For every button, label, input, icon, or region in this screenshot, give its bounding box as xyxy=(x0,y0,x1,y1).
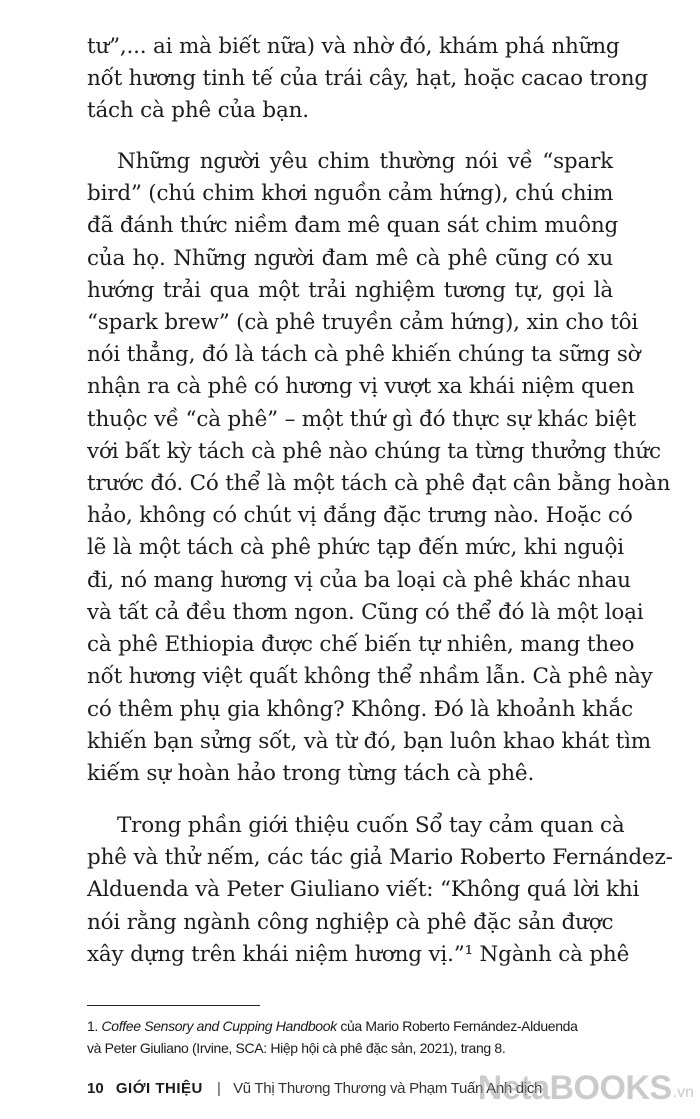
paragraph1-line: tư”,... ai mà biết nữa) và nhờ đó, khám phá những xyxy=(87,34,620,59)
paragraph2-line: cà phê Ethiopia được chế biến tự nhiên, mang theo xyxy=(87,632,635,657)
footnote-book-title: Coffee Sensory and Cupping Handbook xyxy=(101,1018,337,1034)
watermark-text: NetaBOOKS xyxy=(477,1069,672,1107)
paragraph3-line: Trong phần giới thiệu cuốn Sổ tay cảm quan cà xyxy=(117,813,625,838)
page-number: 10 xyxy=(87,1080,104,1097)
footer-separator: | xyxy=(217,1080,221,1097)
paragraph3-line: xây dựng trên khái niệm hương vị.”¹ Ngành cà phê xyxy=(87,942,630,967)
paragraph2-line: nói thẳng, đó là tách cà phê khiến chúng ta sững sờ xyxy=(87,342,641,367)
paragraph2-line: lẽ là một tách cà phê phức tạp đến mức, khi nguội xyxy=(87,535,624,560)
paragraph2-line: của họ. Những người đam mê cà phê cũng có xu xyxy=(87,246,613,271)
footnote-line-2: và Peter Giuliano (Irvine, SCA: Hiệp hội cà phê đặc sản, 2021), trang 8. xyxy=(87,1040,506,1056)
paragraph2-line: hướng trải qua một trải nghiệm tương tự, gọi là xyxy=(87,278,613,303)
paragraph2-line: đi, nó mang hương vị của ba loại cà phê khác nhau xyxy=(87,568,631,593)
paragraph2-line: “spark brew” (cà phê truyền cảm hứng), xin cho tôi xyxy=(87,310,639,335)
paragraph2-line: trước đó. Có thể là một tách cà phê đạt cân bằng hoàn xyxy=(87,471,671,496)
paragraph2-line: bird” (chú chim khơi nguồn cảm hứng), chú chim xyxy=(87,181,614,206)
paragraph1-line: tách cà phê của bạn. xyxy=(87,98,309,123)
paragraph3-line: Alduenda và Peter Giuliano viết: “Không quá lời khi xyxy=(87,877,640,902)
paragraph2-line: có thêm phụ gia không? Không. Đó là khoảnh khắc xyxy=(87,697,633,722)
paragraph2-line: kiếm sự hoàn hảo trong từng tách cà phê. xyxy=(87,761,535,786)
running-footer xyxy=(87,1077,542,1101)
watermark-tld: .vn xyxy=(672,1084,694,1101)
paragraph2-line: nhận ra cà phê có hương vị vượt xa khái niệm quen xyxy=(87,374,635,399)
footnote-text: của Mario Roberto Fernández-Alduenda xyxy=(336,1018,578,1034)
paragraph2-line: và tất cả đều thơm ngon. Cũng có thể đó là một loại xyxy=(87,600,644,625)
footnote-line-1 xyxy=(87,1016,613,1036)
paragraph2-line: đã đánh thức niềm đam mê quan sát chim muông xyxy=(87,213,619,238)
paragraph2-line: với bất kỳ tách cà phê nào chúng ta từng thưởng thức xyxy=(87,439,661,464)
paragraph1-line: nốt hương tinh tế của trái cây, hạt, hoặc cacao trong xyxy=(87,66,648,91)
footnote-number: 1. xyxy=(87,1018,98,1034)
paragraph3-line: phê và thử nếm, các tác giả Mario Roberto Fernández- xyxy=(87,845,673,870)
paragraph2-line: nốt hương việt quất không thể nhầm lẫn. Cà phê này xyxy=(87,664,653,689)
paragraph2-line: khiến bạn sửng sốt, và từ đó, bạn luôn khao khát tìm xyxy=(87,729,651,754)
paragraph2-line: hảo, không có chút vị đắng đặc trưng nào. Hoặc có xyxy=(87,503,633,528)
paragraph3-line: nói rằng ngành công nghiệp cà phê đặc sản được xyxy=(87,910,614,935)
translators-credit: Vũ Thị Thương Thương và Phạm Tuấn Anh dịch xyxy=(233,1080,543,1097)
footnote-divider xyxy=(87,1005,260,1006)
paragraph2-line: Những người yêu chim thường nói về “spark xyxy=(117,149,613,174)
watermark-logo xyxy=(478,1068,694,1108)
section-title: GIỚI THIỆU xyxy=(115,1080,203,1097)
paragraph2-line: thuộc về “cà phê” – một thứ gì đó thực sự khác biệt xyxy=(87,407,637,432)
